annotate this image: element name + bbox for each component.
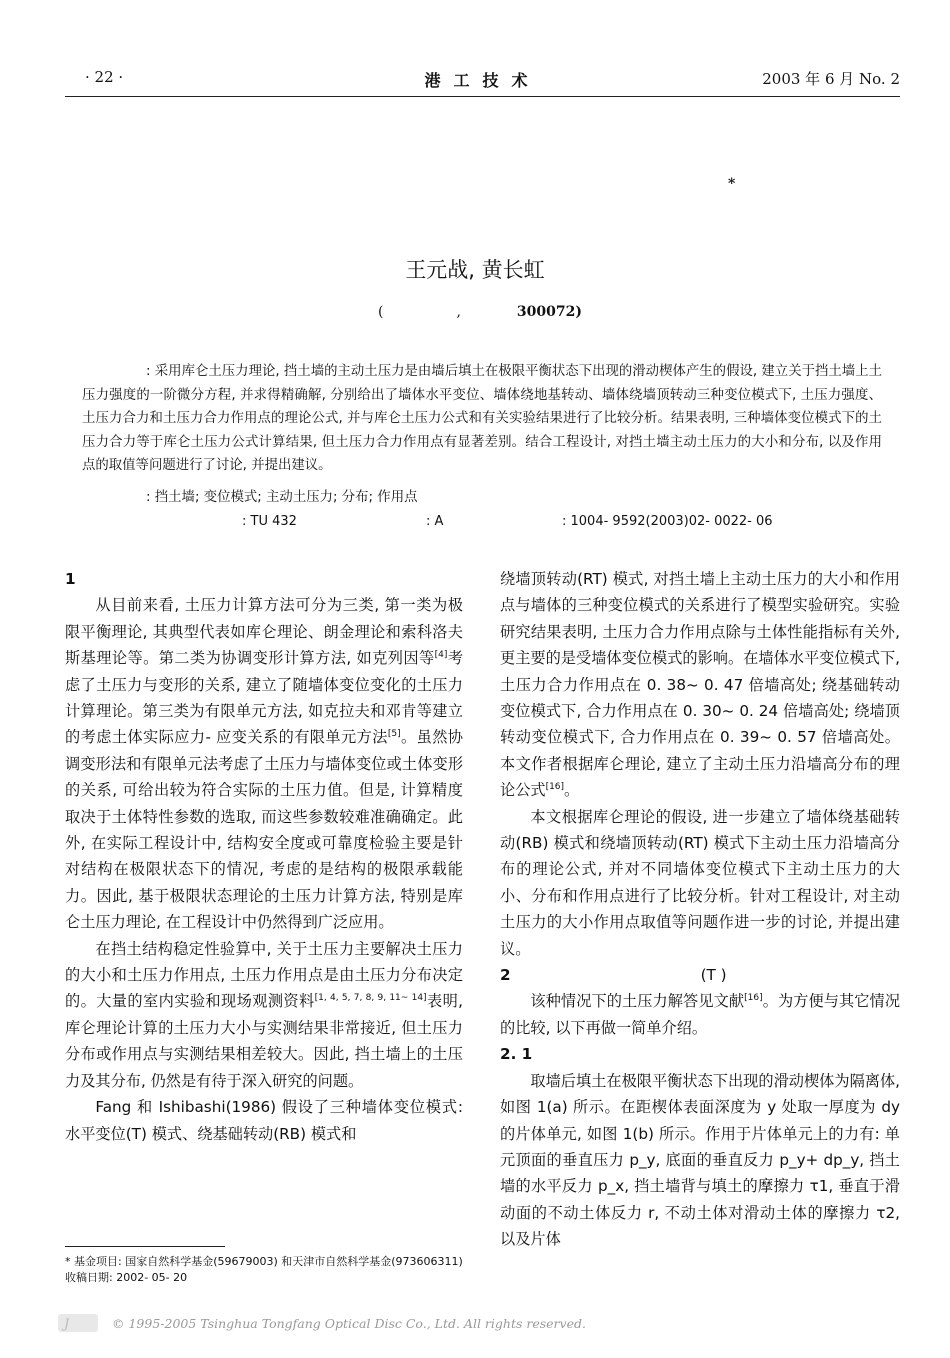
received-date: 收稿日期: 2002- 05- 20 xyxy=(65,1271,188,1284)
paragraph: 该种情况下的土压力解答见文献[16]。为方便与其它情况的比较, 以下再做一简单介绍。 xyxy=(500,992,901,1037)
running-header xyxy=(65,68,900,96)
paragraph: Fang 和 Ishibashi(1986) 假设了三种墙体变位模式: 水平变位(T) 模式、绕基础转动(RB) 模式和 xyxy=(65,1098,463,1143)
cnki-logo-icon xyxy=(56,1310,102,1336)
paragraph: 取墙后填土在极限平衡状态下出现的滑动楔体为隔离体, 如图 1(a) 所示。在距楔体表面深度为 y 处取一厚度为 dy 的片体单元, 如图 1(b) 所示。作用于片体单元上的力有: 单元顶面的垂直压力 p_y, 底面的垂直反力 p_y+ dp_y, 挡土墙的水平反力 p_x, 挡土墙背与填土的摩擦力 τ1, 垂直于滑动面的不动土体反力 r, 不动土体对滑动土体的摩擦力 τ2, 以及片体 xyxy=(500,1071,900,1249)
right-column xyxy=(500,566,900,1253)
paragraph: 绕墙顶转动(RT) 模式, 对挡土墙上主动土压力的大小和作用点与墙体的三种变位模式的关系进行了模型实验研究。实验研究结果表明, 土压力合力作用点除与土体性能指标有关外, 更主要的是受墙体变位模式的影响。在墙体水平变位模式下, 土压力合力作用点在 0. 38~ 0. 47 倍墙高处; 绕基础转动变位模式下, 合力作用点在 0. 30~ 0. 24 倍墙高处; 绕墙顶转动变位模式下, 合力作用点在 0. 39~ 0. 57 倍墙高处。本文作者根据库仑理论, 建立了主动土压力沿墙高分布的理论公式[16]。 xyxy=(500,570,900,800)
clc-number: : TU 432 xyxy=(242,514,297,529)
paragraph: 从目前来看, 土压力计算方法可分为三类, 第一类为极限平衡理论, 其典型代表如库仑理论、朗金理论和索科洛夫斯基理论等。第二类为协调变形计算方法, 如克列因等[4]考虑了土压力与变形的关系, 建立了随墙体变位变化的土压力计算理论。第三类为有限单元方法, 如克拉夫和邓肯等建立的考虑土体实际应力- 应变关系的有限单元方法[5]。虽然协调变形法和有限单元法考虑了土压力与墙体变位或土体变形的关系, 可给出较为符合实际的土压力值。但是, 计算精度取决于土体特性参数的选取, 而这些参数较难准确确定。此外, 在实际工程设计中, 结构安全度或可靠度检验主要是针对结构在极限状态下的情况, 考虑的是结构的极限承载能力。因此, 基于极限状态理论的土压力计算方法, 特别是库仑土压力理论, 在工程设计中仍然得到广泛应用。 xyxy=(65,596,464,932)
citation: [1, 4, 5, 7, 8, 9, 11~ 14] xyxy=(314,993,427,1004)
paragraph: 在挡土结构稳定性验算中, 关于土压力主要解决土压力的大小和土压力作用点, 土压力作用点是由土压力分布决定的。大量的室内实验和现场观测资料[1, 4, 5, 7, 8, 9, 11~ 14]表明, 库仑理论计算的土压力大小与实测结果非常接近, 但土压力分布或作用点与实测结果相差较大。因此, 挡土墙上的土压力及其分布, 仍然是有待于深入研究的问题。 xyxy=(65,939,464,1090)
affiliation-postcode: 300072) xyxy=(516,304,582,320)
title-footnote-marker: * xyxy=(728,176,736,192)
issue-info: 2003 年 6 月 No. 2 xyxy=(762,70,900,88)
journal-name: 港工技术 xyxy=(424,71,541,90)
article-id: : 1004- 9592(2003)02- 0022- 06 xyxy=(562,514,773,529)
section-2-heading: 2 (T ) xyxy=(500,966,727,985)
section-1-heading: 1 xyxy=(65,570,76,588)
section-2-1-heading: 2. 1 xyxy=(500,1045,533,1064)
copyright-notice: © 1995-2005 Tsinghua Tongfang Optical Disc Co., Ltd. All rights reserved. xyxy=(112,1316,586,1331)
citation: [4] xyxy=(434,650,448,661)
abstract xyxy=(82,360,882,478)
footnote-rule xyxy=(65,1246,225,1247)
header-rule xyxy=(65,96,900,97)
page-number: · 22 · xyxy=(85,68,124,86)
section-2-title: (T ) xyxy=(700,966,727,985)
affiliation-comma: , xyxy=(456,304,461,320)
abstract-text: : 采用库仑土压力理论, 挡土墙的主动土压力是由墙后填土在极限平衡状态下出现的滑动楔体产生的假设, 建立关于挡土墙上土压力强度的一阶微分方程, 并求得精确解, 分别给出了墙体水平变位、墙体绕地基转动、墙体绕墙顶转动三种变位模式下, 土压力强度、土压力合力和土压力合力作用点的理论公式, 并与库仑土压力公式和有关实验结果进行了比较分析。结果表明, 三种墙体变位模式下的土压力合力等于库仑土压力公式计算结果, 但土压力合力作用点有显著差别。结合工程设计, 对挡土墙主动土压力的大小和分布, 以及作用点的取值等问题进行了讨论, 并提出建议。 xyxy=(82,364,882,473)
document-code: : A xyxy=(426,514,444,529)
authors: 王元战, 黄长虹 xyxy=(405,258,545,282)
fund-note: * 基金项目: 国家自然科学基金(59679003) 和天津市自然科学基金(973606311) xyxy=(65,1255,463,1268)
affiliation xyxy=(378,304,582,320)
citation: [5] xyxy=(387,729,401,740)
left-column xyxy=(65,566,463,1147)
citation: [16] xyxy=(744,993,763,1004)
keywords: : 挡土墙; 变位模式; 主动土压力; 分布; 作用点 xyxy=(146,490,418,505)
svg-text:J: J xyxy=(64,1317,70,1332)
footnote xyxy=(65,1254,465,1286)
affiliation-open: ( xyxy=(378,304,384,320)
paragraph: 本文根据库仑理论的假设, 进一步建立了墙体绕基础转动(RB) 模式和绕墙顶转动(RT) 模式下主动土压力沿墙高分布的理论公式, 并对不同墙体变位模式下主动土压力的大小、分布和作用点进行了比较分析。针对工程设计, 对主动土压力的大小作用点取值等问题作进一步的讨论, 并提出建议。 xyxy=(500,807,900,958)
citation: [16] xyxy=(545,782,565,793)
